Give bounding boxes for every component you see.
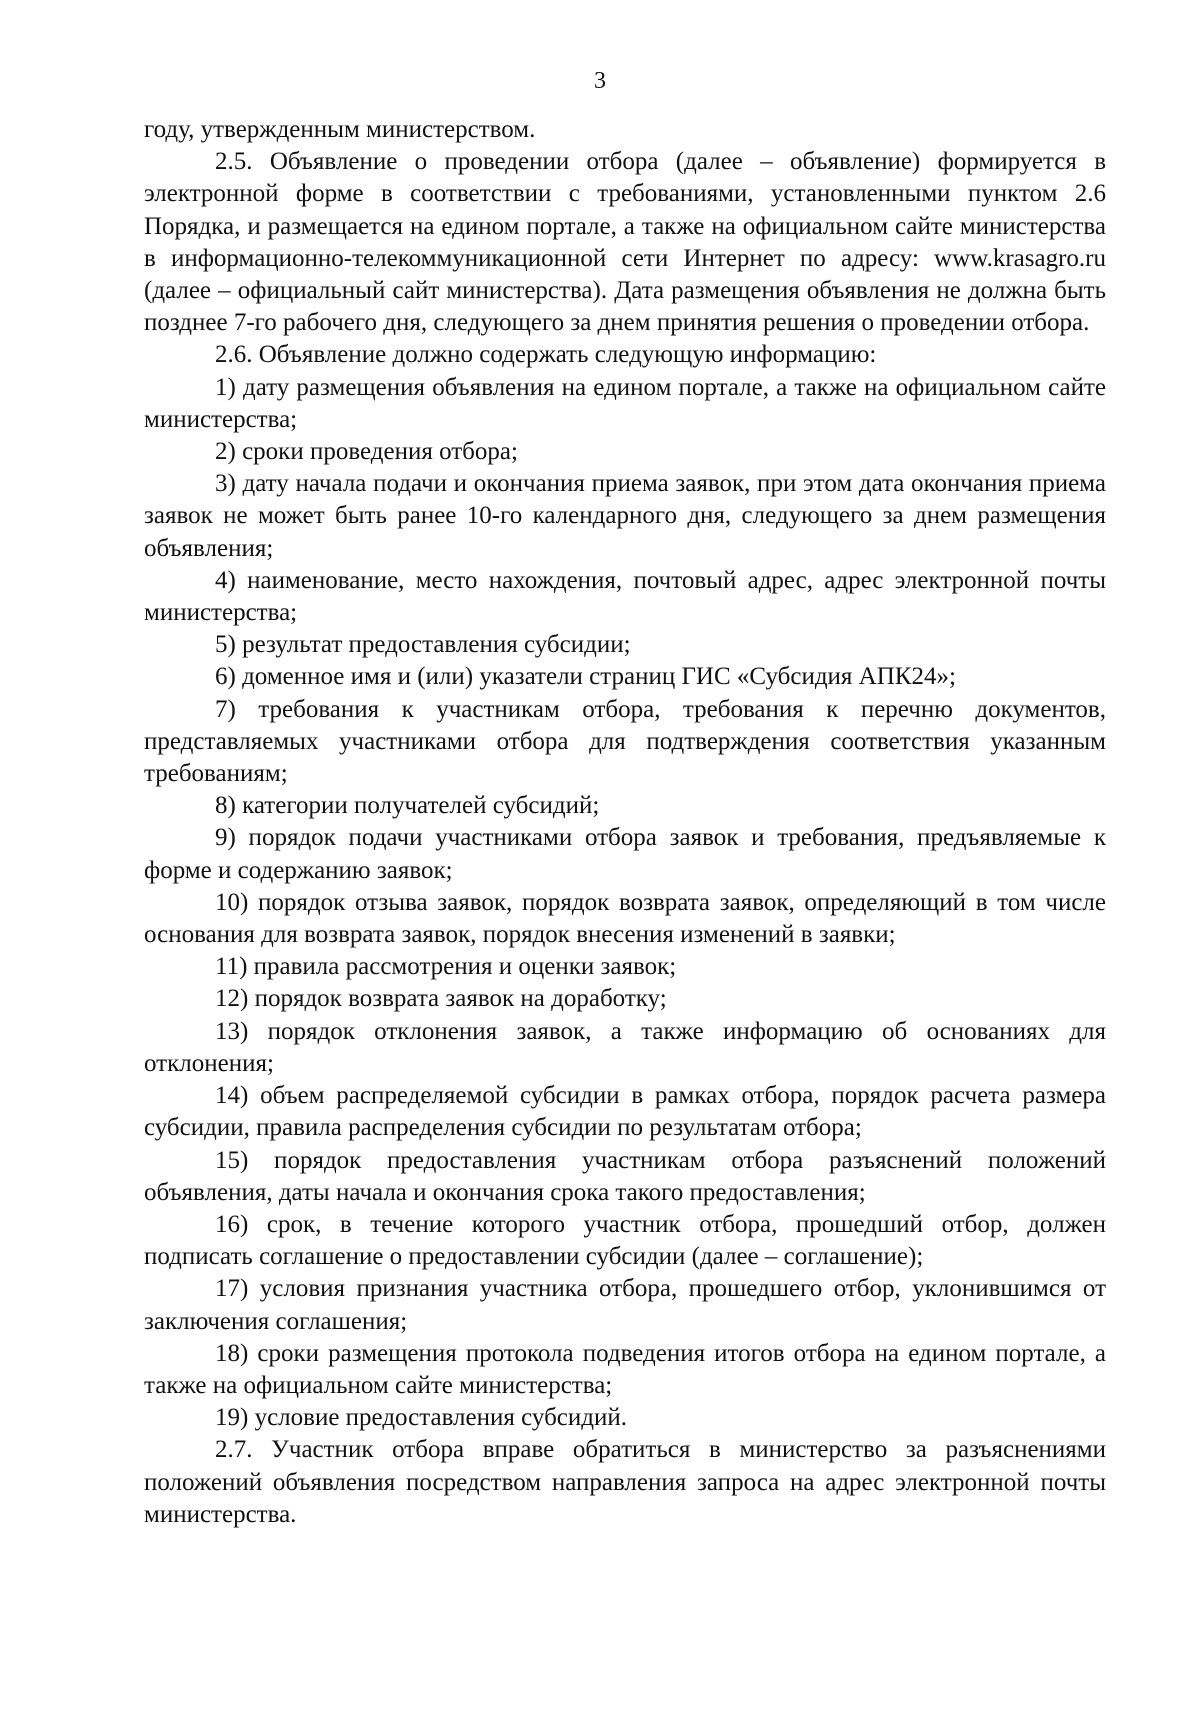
list-item-4: 4) наименование, место нахождения, почтовый адрес, адрес электронной почты министерства;	[144, 566, 1106, 627]
list-item-9: 9) порядок подачи участниками отбора заявок и требования, предъявляемые к форме и содержанию заявок;	[144, 824, 1106, 884]
list-item-11: 11) правила рассмотрения и оценки заявок;	[215, 953, 677, 981]
document-body	[144, 114, 1106, 1531]
list-item-12: 12) порядок возврата заявок на доработку;	[215, 985, 667, 1013]
list-item-6: 6) доменное имя и (или) указатели страниц ГИС «Субсидия АПК24»;	[215, 663, 956, 691]
list-item-5: 5) результат предоставления субсидии;	[215, 631, 631, 659]
paragraph-2-5: 2.5. Объявление о проведении отбора (далее – объявление) формируется в электронной форме в соответствии с требованиями, установленными пунктом 2.6 Порядка, и размещается на едином портале, а также на официальном сайте министерства в информационно-телекоммуникационной сети Интернет по адресу: www.krasagro.ru (далее – официальный сайт министерства). Дата размещения объявления не должна быть позднее 7-го рабочего дня, следующего за днем принятия решения о проведении отбора.	[144, 148, 1106, 337]
list-item-15: 15) порядок предоставления участникам отбора разъяснений положений объявления, даты начала и окончания срока такого предоставления;	[144, 1146, 1106, 1206]
list-item-17: 17) условия признания участника отбора, прошедшего отбор, уклонившимся от заключения соглашения;	[144, 1275, 1106, 1335]
list-item-7: 7) требования к участникам отбора, требования к перечню документов, представляемых участниками отбора для подтверждения соответствия указанным требованиям;	[144, 695, 1106, 788]
paragraph-2-6: 2.6. Объявление должно содержать следующую информацию:	[215, 341, 877, 369]
list-item-1: 1) дату размещения объявления на едином портале, а также на официальном сайте министерства;	[144, 373, 1106, 433]
list-item-10: 10) порядок отзыва заявок, порядок возврата заявок, определяющий в том числе основания для возврата заявок, порядок внесения изменений в заявки;	[144, 888, 1106, 949]
list-item-14: 14) объем распределяемой субсидии в рамках отбора, порядок расчета размера субсидии, правила распределения субсидии по результатам отбора;	[144, 1082, 1106, 1142]
list-item-19: 19) условие предоставления субсидий.	[215, 1404, 627, 1432]
paragraph-continuation: году, утвержденным министерством.	[144, 116, 536, 143]
list-item-13: 13) порядок отклонения заявок, а также информацию об основаниях для отклонения;	[144, 1017, 1106, 1077]
paragraph-2-7: 2.7. Участник отбора вправе обратиться в министерство за разъяснениями положений объявления посредством направления запроса на адрес электронной почты министерства.	[144, 1436, 1106, 1528]
list-item-8: 8) категории получателей субсидий;	[215, 792, 600, 820]
list-item-3: 3) дату начала подачи и окончания приема заявок, при этом дата окончания приема заявок не может быть ранее 10-го календарного дня, следующего за днем размещения объявления;	[144, 470, 1106, 562]
page-number: 3	[594, 68, 606, 94]
list-item-16: 16) срок, в течение которого участник отбора, прошедший отбор, должен подписать соглашение о предоставлении субсидии (далее – соглашение);	[144, 1210, 1106, 1271]
list-item-2: 2) сроки проведения отбора;	[215, 438, 518, 466]
list-item-18: 18) сроки размещения протокола подведения итогов отбора на едином портале, а также на официальном сайте министерства;	[144, 1339, 1106, 1399]
